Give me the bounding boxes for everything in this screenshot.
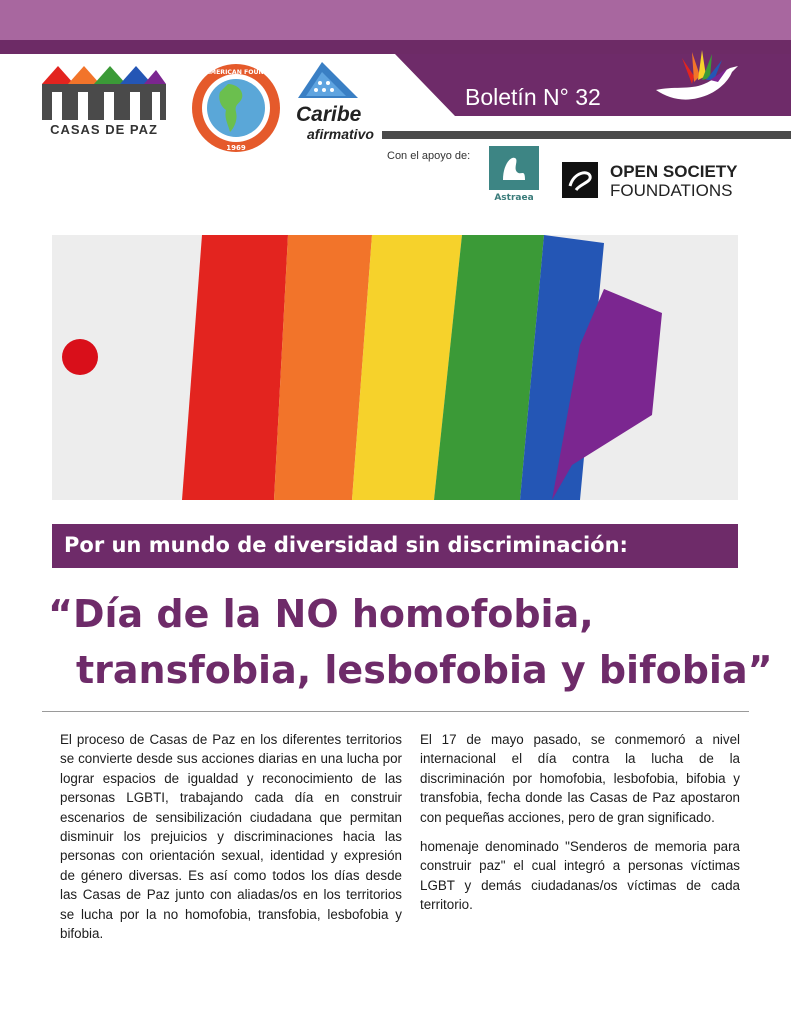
astraea-logo [489,146,539,214]
title-divider [42,711,749,712]
inter-american-foundation-logo [181,62,291,154]
issue-number: Boletín N° 32 [465,84,601,110]
article-right-column [420,730,740,925]
caribe-name: Caribe [296,103,362,126]
open-society-icon [562,162,598,198]
article-title-line1: “Día de la NO homofobia, [48,592,594,636]
rainbow-paint-image [52,235,738,500]
article-title-line2: transfobia, lesbofobia y bifobia” [76,648,773,692]
iaf-name: INTER-AMERICAN FOUNDATION [181,69,291,76]
pushpin-icon [62,339,98,375]
paragraph-may17: El 17 de mayo pasado, se conmemoró a nivel internacional el día contra la lucha de la discriminación por homofobia, lesbofobia, bifobia y transfobia, fecha donde las Casas de Paz apostaron con pequeñas acciones, pero de gran significado. [420,732,740,825]
astraea-name: Astraea [494,193,534,203]
casas-de-paz-name: CASAS DE PAZ [50,122,158,137]
open-society-name: OPEN SOCIETY [610,162,738,181]
support-label: Con el apoyo de: [387,150,471,162]
open-society-subname: FOUNDATIONS [610,181,733,200]
article-subtitle: Por un mundo de diversidad sin discriminación: [64,533,628,557]
dove-icon [652,46,742,110]
header-divider [382,131,791,139]
iaf-year: 1969 [226,144,246,152]
article-left-column [60,730,402,943]
paragraph-tribute: homenaje denominado "Senderos de memoria para construir paz" el cual integró a personas víctimas LGBT y demás ciudadanas/os víctimas de cada territorio. [420,839,740,913]
paragraph-intro: El proceso de Casas de Paz en los diferentes territorios se convierte desde sus acciones diarias en una lucha por lograr espacios de igualdad y reconocimiento de las personas LGBTI, trabajando cada día en construir escenarios de sensibilización ciudadana que permitan disminuir los prejuicios y discriminaciones hacia las personas con orientación sexual, identidad y expresión de género diversas. Es así como todos los días desde las Casas de Paz junto con aliadas/os en los territorios se lucha por la no homofobia, transfobia, lesbofobia y bifobia. [60,732,402,942]
header-top-bar [0,0,791,40]
caribe-subname: afirmativo [307,126,374,142]
